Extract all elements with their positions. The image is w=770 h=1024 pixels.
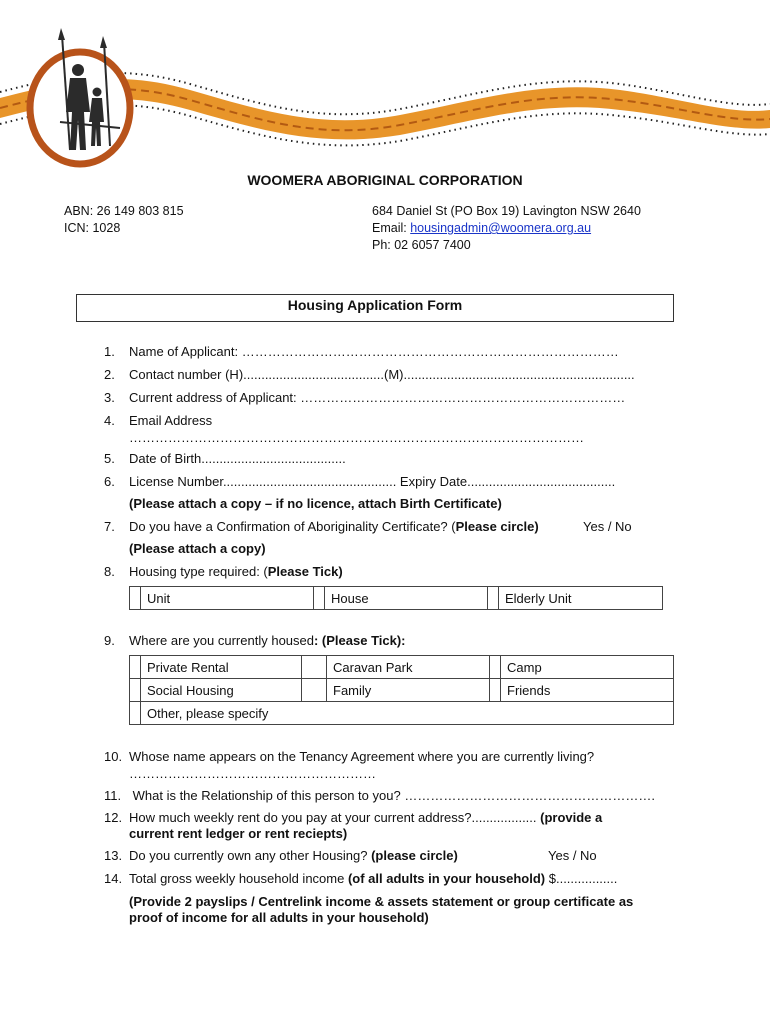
abn: ABN: 26 149 803 815 <box>64 204 184 218</box>
registration-info <box>64 203 184 237</box>
tick-box-private-rental[interactable] <box>130 656 141 679</box>
question-text: License Number................................................ Expiry Date......................................... <box>129 474 616 489</box>
question-instruction: : (Please Tick): <box>313 633 406 648</box>
question-instruction: (of all adults in your household) <box>347 871 546 886</box>
question-number: 9. <box>104 633 115 648</box>
question-number: 12. <box>104 810 123 825</box>
tick-box-house[interactable] <box>314 587 325 610</box>
income-note-line-1: (Provide 2 payslips / Centrelink income & assets statement or group certificate as <box>129 894 634 909</box>
question-instruction: (please circle) <box>371 848 458 863</box>
question-text: Contact number (H).......................................(M)................................................................ <box>129 367 635 382</box>
option-private-rental: Private Rental <box>141 656 302 679</box>
question-text: Email Address <box>129 413 213 428</box>
tenancy-name-line[interactable]: ………………………………………………… <box>129 766 376 781</box>
question-1[interactable] <box>104 344 619 359</box>
question-number: 10. <box>104 749 123 764</box>
certificate-note: (Please attach a copy) <box>129 541 266 556</box>
question-number: 7. <box>104 519 115 534</box>
tick-box-family[interactable] <box>302 679 327 702</box>
option-friends: Friends <box>501 679 674 702</box>
option-family: Family <box>327 679 490 702</box>
option-other[interactable]: Other, please specify <box>141 702 674 725</box>
question-text: Whose name appears on the Tenancy Agreement where you are currently living? <box>129 749 595 764</box>
question-text: Name of Applicant: …………………………………………………………………………… <box>129 344 619 359</box>
question-number: 13. <box>104 848 123 863</box>
option-elderly-unit: Elderly Unit <box>499 587 663 610</box>
question-text: Total gross weekly household income <box>129 871 348 886</box>
housing-type-table <box>129 586 663 610</box>
address: 684 Daniel St (PO Box 19) Lavington NSW 2640 <box>372 204 641 218</box>
question-3[interactable] <box>104 390 625 405</box>
question-text: Where are you currently housed <box>129 633 314 648</box>
icn: ICN: 1028 <box>64 221 121 235</box>
question-text: Date of Birth........................................ <box>129 451 346 466</box>
email-link[interactable]: housingadmin@woomera.org.au <box>410 221 592 235</box>
current-housing-table <box>129 655 674 725</box>
email-answer-line[interactable]: …………………………………………………………………………………………… <box>129 430 584 445</box>
question-number: 3. <box>104 390 115 405</box>
question-number: 1. <box>104 344 115 359</box>
question-number: 14. <box>104 871 123 886</box>
question-6[interactable] <box>104 474 615 489</box>
tick-box-friends[interactable] <box>490 679 501 702</box>
question-number: 11. <box>104 788 122 803</box>
rent-ledger-note: current rent ledger or rent reciepts) <box>129 826 348 841</box>
question-7 <box>104 519 539 534</box>
option-social-housing: Social Housing <box>141 679 302 702</box>
email-line <box>372 220 641 237</box>
option-house: House <box>325 587 488 610</box>
question-number: 8. <box>104 564 115 579</box>
income-note-line-2: proof of income for all adults in your household) <box>129 910 429 925</box>
question-5[interactable] <box>104 451 346 466</box>
tick-box-camp[interactable] <box>490 656 501 679</box>
question-2[interactable] <box>104 367 635 382</box>
question-text: How much weekly rent do you pay at your current address?.................. <box>129 810 541 825</box>
question-instruction: Please circle) <box>455 519 539 534</box>
corporation-logo <box>0 20 770 170</box>
question-9 <box>104 633 406 648</box>
question-text: Do you have a Confirmation of Aboriginality Certificate? ( <box>129 519 456 534</box>
question-11[interactable] <box>104 788 655 803</box>
tick-box-social-housing[interactable] <box>130 679 141 702</box>
question-14[interactable] <box>104 871 617 886</box>
question-10 <box>104 749 594 764</box>
question-instruction: (provide a <box>540 810 603 825</box>
option-caravan-park: Caravan Park <box>327 656 490 679</box>
email-label: Email: <box>372 221 411 235</box>
tick-box-unit[interactable] <box>130 587 141 610</box>
question-number: 4. <box>104 413 115 428</box>
question-12[interactable] <box>104 810 602 825</box>
organisation-name: WOOMERA ABORIGINAL CORPORATION <box>247 172 523 188</box>
question-13 <box>104 848 458 863</box>
phone: Ph: 02 6057 7400 <box>372 238 471 252</box>
aboriginality-yes-no[interactable]: Yes / No <box>583 519 632 534</box>
contact-info <box>372 203 641 254</box>
question-number: 2. <box>104 367 115 382</box>
own-housing-yes-no[interactable]: Yes / No <box>548 848 597 863</box>
question-text: What is the Relationship of this person to you? …………………………………………………. <box>129 788 655 803</box>
tick-box-other[interactable] <box>130 702 141 725</box>
question-number: 6. <box>104 474 115 489</box>
question-text: Current address of Applicant: ………………………………………………………………… <box>129 390 626 405</box>
question-text: Do you currently own any other Housing? <box>129 848 372 863</box>
option-unit: Unit <box>141 587 314 610</box>
income-answer-line: $................. <box>545 871 618 886</box>
question-number: 5. <box>104 451 115 466</box>
licence-note: (Please attach a copy – if no licence, attach Birth Certificate) <box>129 496 502 511</box>
question-4 <box>104 413 212 428</box>
question-8 <box>104 564 343 579</box>
question-instruction: Please Tick) <box>267 564 343 579</box>
option-camp: Camp <box>501 656 674 679</box>
form-title: Housing Application Form <box>287 297 463 313</box>
tick-box-elderly-unit[interactable] <box>488 587 499 610</box>
tick-box-caravan-park[interactable] <box>302 656 327 679</box>
form-title-box <box>76 294 674 322</box>
question-text: Housing type required: ( <box>129 564 268 579</box>
